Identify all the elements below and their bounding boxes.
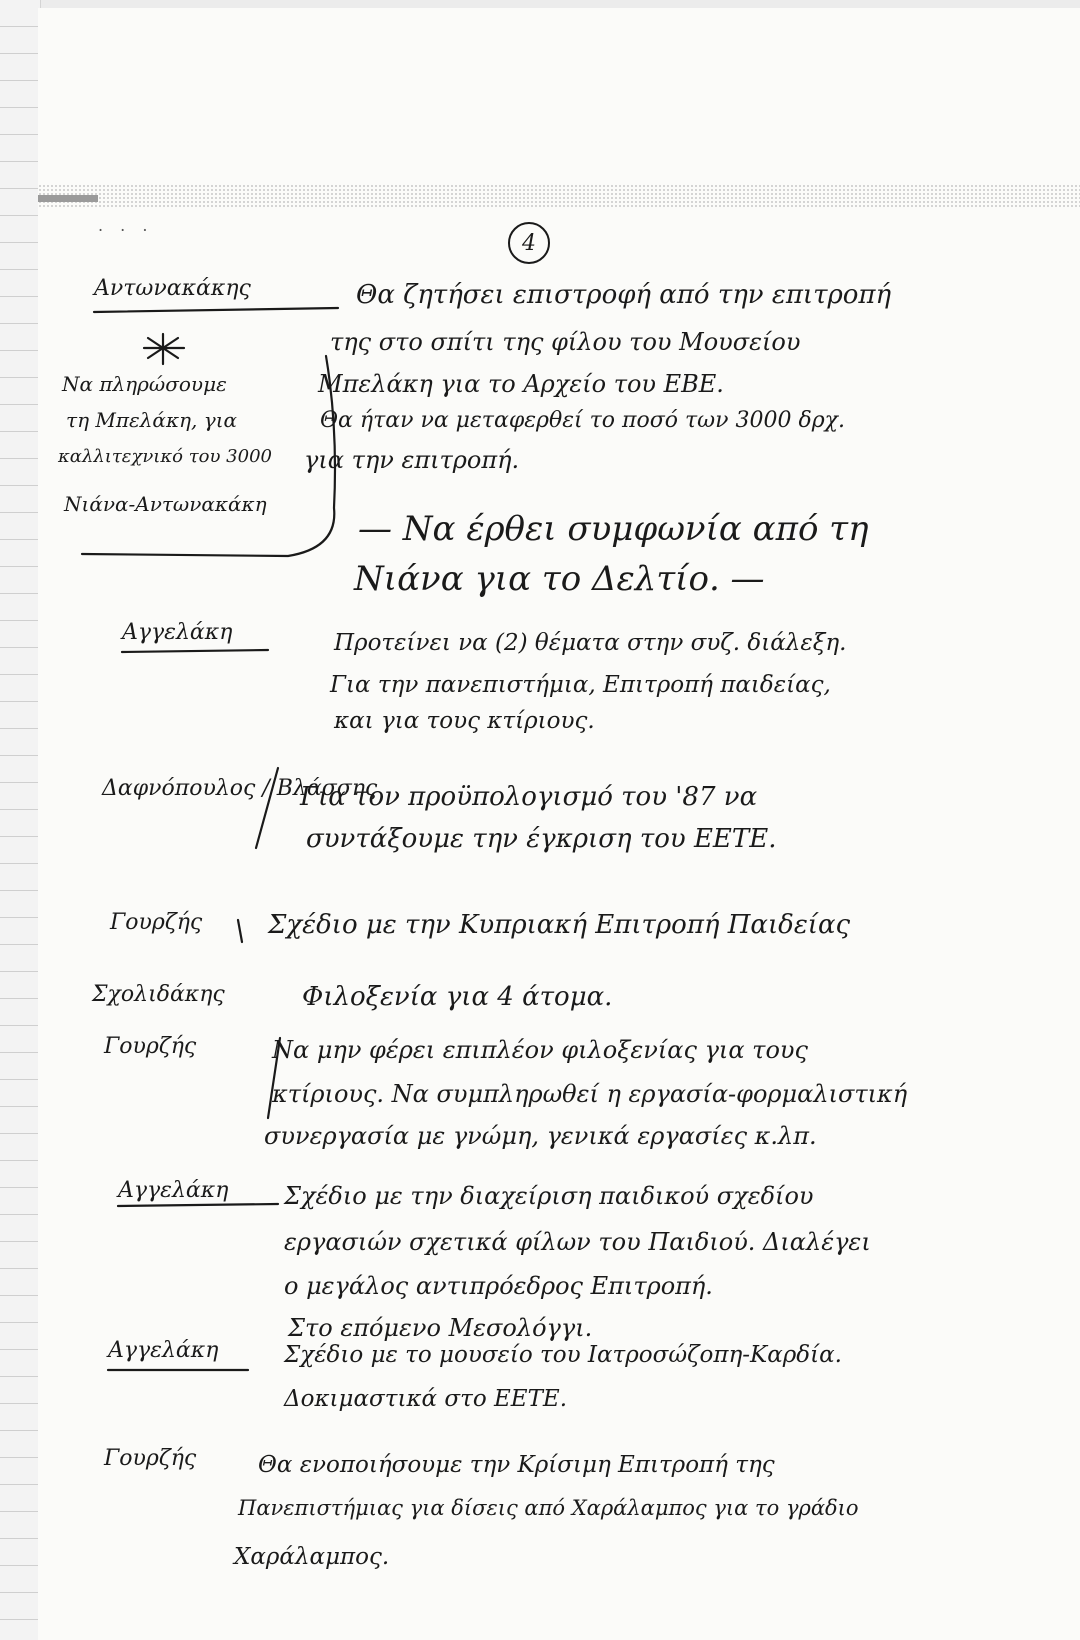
handwritten-page — [38, 8, 1080, 1640]
speaker-name: Δαφνόπουλος / Βλάσσης — [102, 776, 378, 801]
note-line: Δοκιμαστικά στο ΕΕΤΕ. — [284, 1386, 568, 1412]
note-line: Να μην φέρει επιπλέον φιλοξενίας για τους — [272, 1036, 808, 1064]
stray-marks: . . . — [98, 216, 154, 235]
note-line: συνεργασία με γνώμη, γενικά εργασίες κ.λπ. — [264, 1122, 817, 1150]
note-line: κτίριους. Να συμπληρωθεί η εργασία-φορμαλιστική — [272, 1080, 908, 1108]
ink-strokes — [38, 8, 1080, 1640]
speaker-name: Σχολιδάκης — [92, 982, 225, 1007]
note-line: — Να έρθει συμφωνία από τη — [358, 509, 869, 549]
speaker-name: Αγγελάκη — [108, 1338, 219, 1363]
speaker-name: Γουρζής — [104, 1446, 197, 1471]
note-line: Στο επόμενο Μεσολόγγι. — [288, 1314, 593, 1342]
note-line: Σχέδιο με την Κυπριακή Επιτροπή Παιδείας — [268, 910, 851, 940]
note-line: Θα ήταν να μεταφερθεί το ποσό των 3000 δρχ. — [320, 408, 845, 433]
margin-note-line: Να πληρώσουμε — [62, 372, 227, 396]
note-line: Σχέδιο με το μουσείο του Ιατροσώζοπη-Καρδία. — [284, 1342, 842, 1368]
note-line: Θα ενοποιήσουμε την Κρίσιμη Επιτροπή της — [258, 1452, 775, 1478]
speaker-name: Αγγελάκη — [118, 1178, 229, 1203]
speaker-name: Γουρζής — [104, 1034, 197, 1059]
note-line: Φιλοξενία για 4 άτομα. — [302, 982, 613, 1012]
note-line: Προτείνει να (2) θέματα στην συζ. διάλεξη. — [334, 630, 847, 656]
speaker-name: Αγγελάκη — [122, 620, 233, 645]
margin-note-line: Νιάνα-Αντωνακάκη — [64, 492, 267, 516]
speaker-name: Αντωνακάκης — [94, 276, 251, 301]
note-line: για την επιτροπή. — [304, 446, 520, 474]
note-line: Μπελάκη για το Αρχείο του ΕΒΕ. — [318, 370, 724, 398]
note-line: και για τους κτίριους. — [334, 708, 595, 734]
note-line: εργασιών σχετικά φίλων του Παιδιού. Διαλέγει — [284, 1228, 871, 1256]
note-line: Για την πανεπιστήμια, Επιτροπή παιδείας, — [330, 672, 831, 698]
margin-note-line: καλλιτεχνικό του 3000 — [58, 446, 272, 467]
note-line: της στο σπίτι της φίλου του Μουσείου — [330, 328, 801, 356]
note-line: Σχέδιο με την διαχείριση παιδικού σχεδίου — [284, 1182, 814, 1210]
note-line: Θα ζητήσει επιστροφή από την επιτροπή — [356, 280, 892, 310]
page-number: 4 — [508, 222, 550, 264]
speaker-name: Γουρζής — [110, 910, 203, 935]
note-line: Πανεπιστήμιας για δίσεις από Χαράλαμπος για το γράδιο — [238, 1496, 859, 1520]
note-line: Νιάνα για το Δελτίο. — — [354, 559, 765, 599]
note-line: Χαράλαμπος. — [234, 1544, 390, 1570]
note-line: συντάξουμε την έγκριση του ΕΕΤΕ. — [306, 824, 777, 854]
binder-edge — [0, 0, 41, 1640]
margin-note-line: τη Μπελάκη, για — [66, 408, 238, 432]
note-line: ο μεγάλος αντιπρόεδρος Επιτροπή. — [284, 1272, 713, 1300]
note-line: Για τον προϋπολογισμό του '87 να — [300, 782, 758, 812]
